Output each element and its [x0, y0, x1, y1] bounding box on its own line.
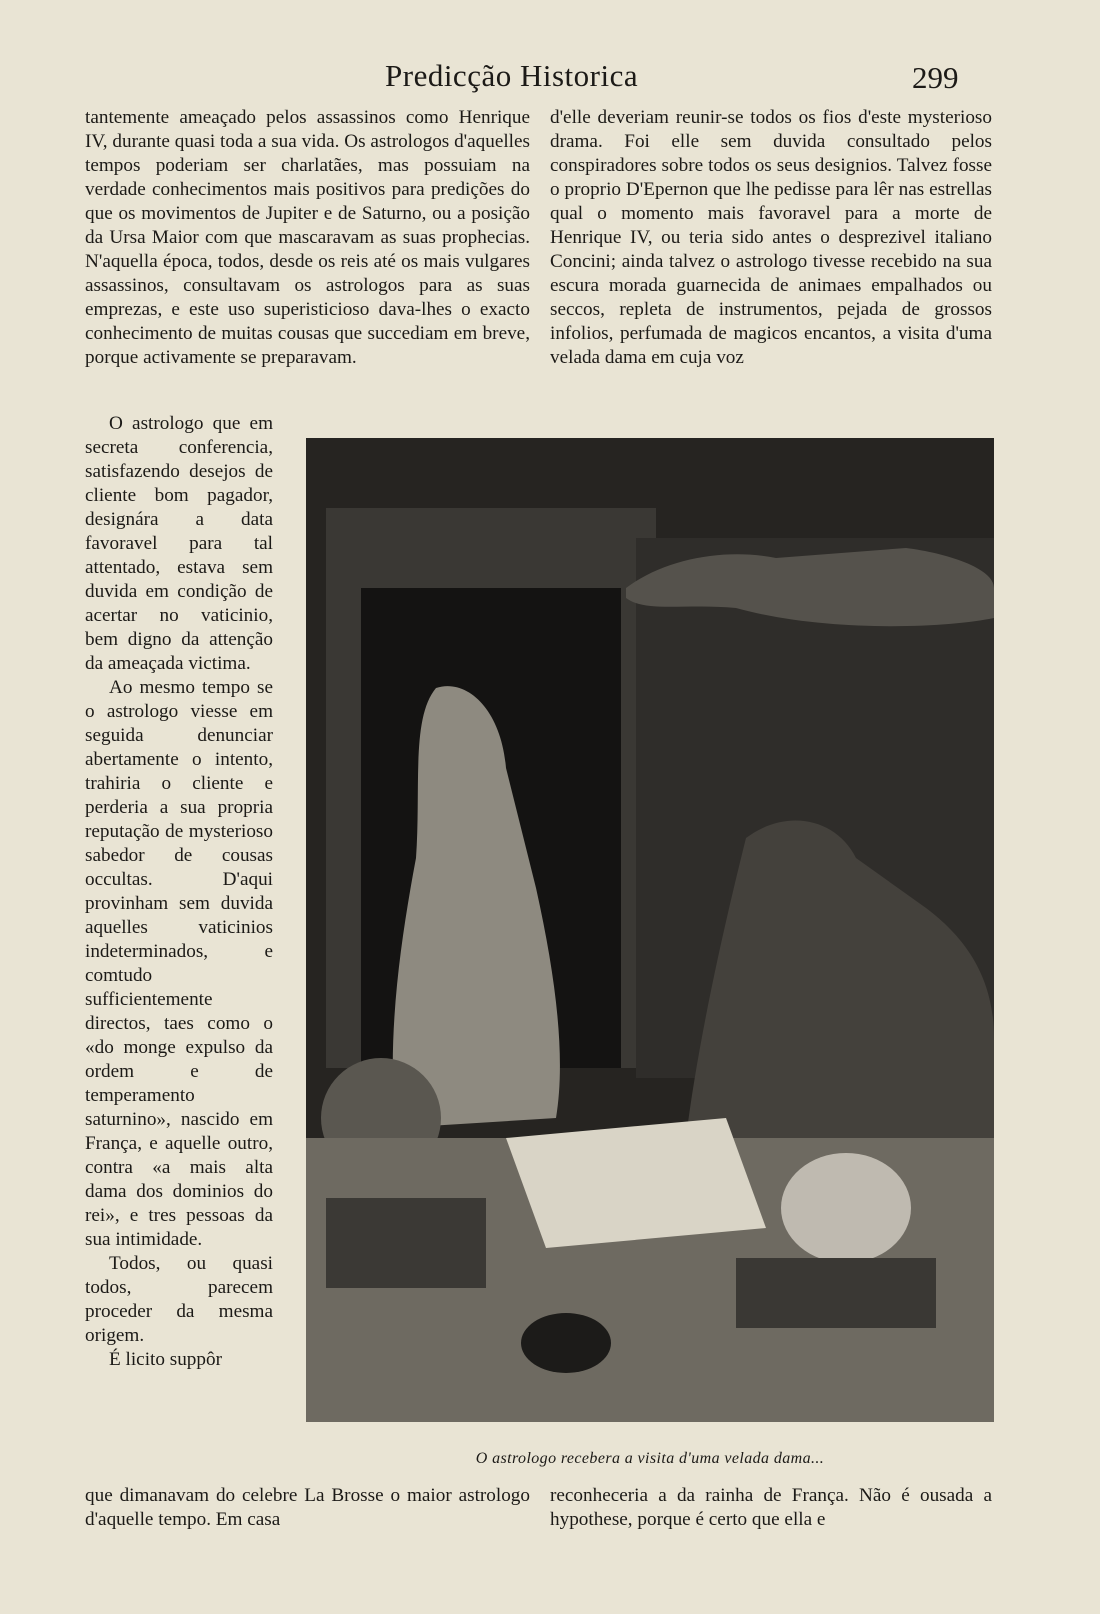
narrow-column-beside-figure — [85, 412, 273, 1372]
closed-book — [326, 1198, 486, 1288]
paragraph: O astrologo que em secreta conferencia, satisfazendo desejos de cliente bom pagador, designára a data favoravel para tal attentado, estava sem duvida em condição de acertar no vaticinio, bem digno da attenção da ameaçada victima. — [85, 413, 273, 674]
paragraph: Ao mesmo tempo se o astrologo viesse em seguida denunciar abertamente o intento, trahiria o cliente e perderia a sua propria reputação de mysterioso sabedor de cousas occultas. D'aqui provinham sem duvida aquelles vaticinios indeterminados, e comtudo sufficientemente directos, taes como o «do monge expulso da ordem e de temperamento saturnino», nascido em França, e aquelle outro, contra «a mais alta dama dos dominios do rei», e tres pessoas da sua intimidade. — [85, 677, 273, 1250]
right-column-bottom — [550, 1484, 992, 1532]
figure-caption: O astrologo recebera a visita d'uma velada dama... — [475, 1450, 825, 1467]
paragraph: que dimanavam do celebre La Brosse o maior astrologo d'aquelle tempo. Em casa — [85, 1485, 530, 1530]
right-column-top — [550, 106, 992, 370]
engraving-illustration — [306, 438, 994, 1422]
skull-book — [736, 1258, 936, 1328]
open-book — [506, 1118, 766, 1248]
paragraph: tantemente ameaçado pelos assassinos como Henrique IV, durante quasi toda a sua vida. Os astrologos d'aquelles tempos poderiam ser charlatães, mas possuiam na verdade conhecimentos mais positivos para predições do que os movimentos de Jupiter e de Saturno, ou a posição da Ursa Maior com que mascaravam as suas prophecias. N'aquella época, todos, desde os reis até os mais vulgares assassinos, consultavam os astrologos para as suas emprezas, e este uso superisticioso dava-lhes o exacto conhecimento de muitas cousas que succediam em breve, porque activamente se preparavam. — [85, 107, 530, 368]
page-number: 299 — [912, 60, 959, 95]
paragraph: reconheceria a da rainha de França. Não é ousada a hypothese, porque é certo que ella e — [550, 1485, 992, 1530]
left-column-bottom — [85, 1484, 530, 1532]
paragraph: d'elle deveriam reunir-se todos os fios d'este mysterioso drama. Foi elle sem duvida consultado pelos conspiradores sobre todos os seus designios. Talvez fosse o proprio D'Epernon que lhe pedisse para lêr nas estrellas qual o momento mais favoravel para a morte de Henrique IV, ou teria sido antes o desprezivel italiano Concini; ainda talvez o astrologo tivesse recebido na sua escura morada guarnecida de animaes empalhados ou seccos, repleta de instrumentos, pejada de grossos infolios, perfumada de magicos encantos, a visita d'uma velada dama em cuja voz — [550, 107, 992, 368]
running-title: Predicção Historica — [385, 58, 639, 93]
left-column-top — [85, 106, 530, 370]
skull — [781, 1153, 911, 1263]
inkwell — [521, 1313, 611, 1373]
paragraph: É licito suppôr — [109, 1349, 222, 1370]
paragraph: Todos, ou quasi todos, parecem proceder da mesma origem. — [85, 1253, 273, 1346]
astrologer-scene-image — [306, 438, 994, 1422]
